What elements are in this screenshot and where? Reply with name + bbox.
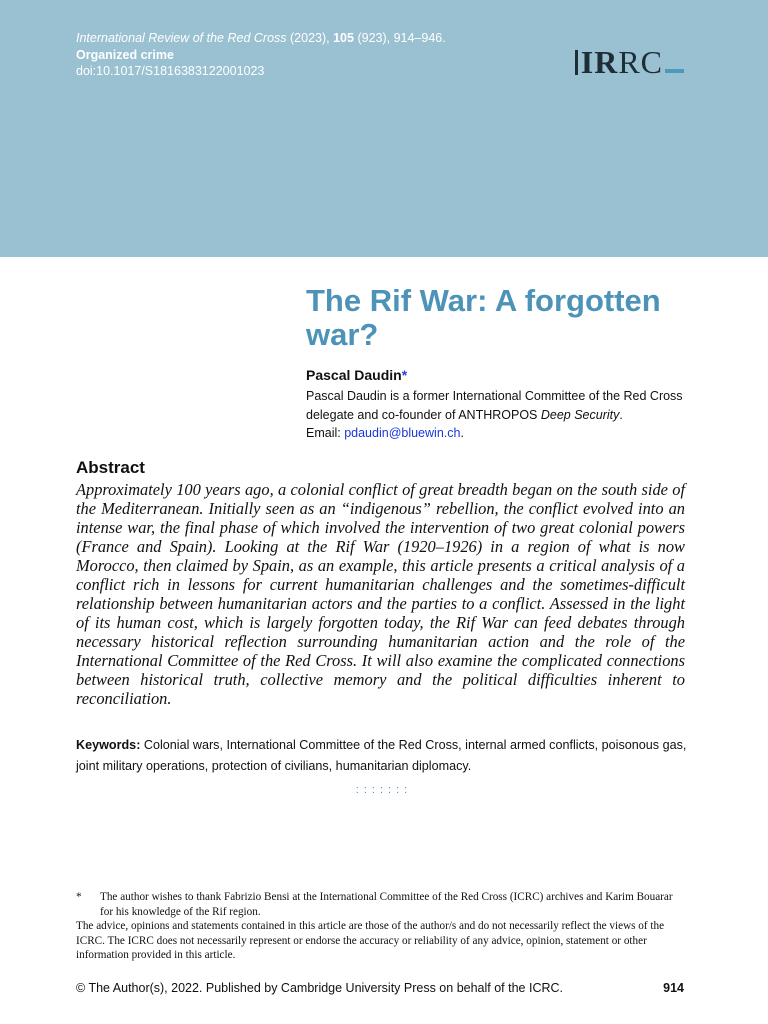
journal-name: International Review of the Red Cross: [76, 31, 287, 45]
email-label: Email:: [306, 426, 345, 440]
page-number: 914: [663, 981, 684, 995]
author-name-text: Pascal Daudin: [306, 367, 402, 383]
footnote-mark: *: [76, 891, 82, 903]
copyright: © The Author(s), 2022. Published by Cambridge University Press on behalf of the ICRC.: [76, 981, 563, 995]
author-name: [306, 367, 407, 383]
disclaimer-text: The advice, opinions and statements contained in this article are those of the author/s and do not necessarily reflect the views of the ICRC. The ICRC does not necessarily represent or endorse the accuracy or reliability of any advice, opinion, statement or other information provided in this article.: [76, 920, 665, 961]
irrc-logo: [575, 45, 684, 79]
author-bio-end: .: [619, 407, 623, 422]
citation-issue-pages: (923), 914–946.: [357, 31, 446, 45]
author-bio: [306, 387, 696, 443]
keywords: [76, 735, 688, 777]
citation-year: (2023),: [290, 31, 330, 45]
citation-volume: 105: [333, 31, 354, 45]
author-bio-italic: Deep Security: [540, 407, 620, 422]
logo-underscore-icon: [665, 69, 684, 73]
citation-line: [76, 30, 446, 47]
footnotes: [76, 890, 686, 963]
footnote-1: [76, 890, 686, 919]
abstract-heading: Abstract: [76, 458, 145, 477]
header-banner: [0, 0, 768, 257]
section-label: Organized crime: [76, 47, 174, 62]
doi: doi:10.1017/S1816383122001023: [76, 64, 265, 78]
page-footer: [76, 981, 684, 995]
keywords-label: Keywords:: [76, 738, 141, 752]
email-link[interactable]: pdaudin@bluewin.ch: [344, 426, 461, 440]
logo-bar-icon: [575, 50, 578, 75]
citation-block: [76, 30, 446, 80]
article-title: The Rif War: A forgotten war?: [306, 283, 661, 352]
logo-text-rest: RC: [618, 44, 663, 80]
keywords-text: Colonial wars, International Committee of the Red Cross, internal armed conflicts, poisonous gas, joint military operations, protection of civilians, humanitarian diplomacy.: [76, 738, 687, 773]
email-end: .: [460, 426, 464, 440]
footnote-1-text: The author wishes to thank Fabrizio Bensi at the International Committee of the Red Cross (ICRC) archives and Karim Bouarar for his knowledge of the Rif region.: [100, 891, 673, 918]
abstract-text: Approximately 100 years ago, a colonial conflict of great breadth began on the south side of the Mediterranean. Initially seen as an “indigenous” rebellion, the conflict evolved into an intense war, the final phase of which involved the intervention of two great colonial powers (France and Spain). Looking at the Rif War (1920–1926) in a region of what is now Morocco, then claimed by Spain, as an example, this article presents a critical analysis of a conflict rich in lessons for current humanitarian challenges and the sometimes-difficult relationship between humanitarian actors and the parties to a conflict. Assessed in the light of its human cost, which is largely forgotten today, the Rif War can feed debates through necessary historical reflection surrounding humanitarian action and the role of the International Committee of the Red Cross. It will also examine the complicated connections between historical truth, collective memory and the political difficulties inherent to reconciliation.: [76, 480, 685, 708]
author-footnote-mark[interactable]: *: [401, 367, 408, 383]
section-separator: :::::::: [355, 784, 413, 796]
logo-text-bold: IR: [580, 44, 619, 80]
author-bio-text: Pascal Daudin is a former International Committee of the Red Cross delegate and co-founder of ANTHROPOS: [306, 389, 683, 422]
